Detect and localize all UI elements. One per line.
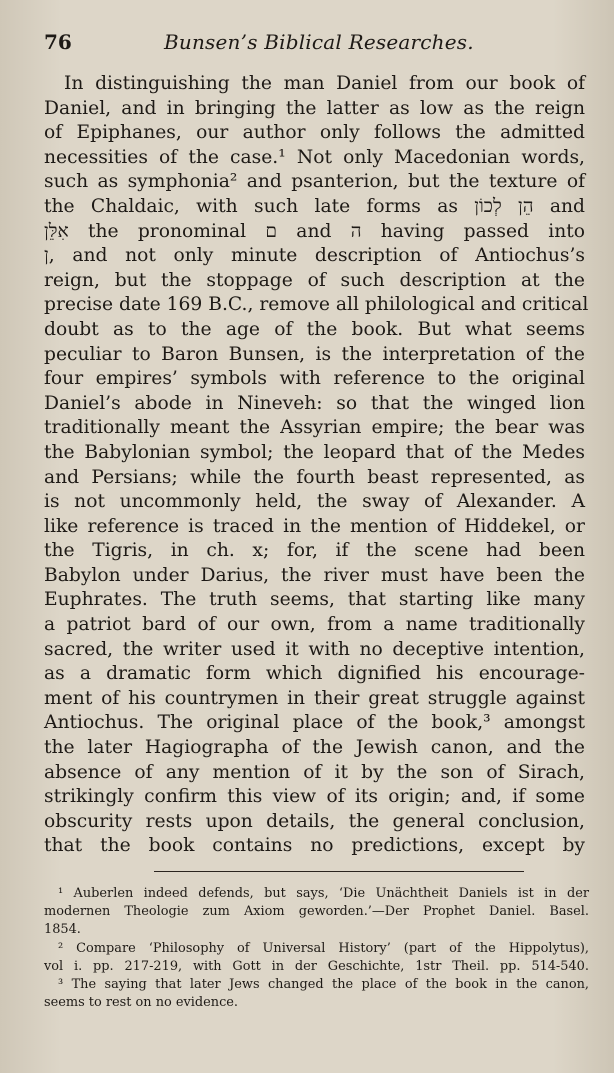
text-line: of Epiphanes, our author only follows the admitted <box>44 122 585 144</box>
text-line: and Persians; while the fourth beast represented, as <box>44 466 585 488</box>
text-line: ן, and not only minute description of Antiochus’s <box>44 245 585 267</box>
footnote-line: ¹ Auberlen indeed defends, but says, ‘Die Unächtheit Daniels ist in der <box>58 886 589 901</box>
text-line: four empires’ symbols with reference to the original <box>44 368 585 390</box>
text-line: a patriot bard of our own, from a name traditionally <box>44 614 585 636</box>
footnote-rule <box>154 871 524 872</box>
text-line: peculiar to Baron Bunsen, is the interpretation of the <box>44 343 585 365</box>
text-line: precise date 169 B.C., remove all philological and critical <box>44 294 589 316</box>
text-line: Daniel’s abode in Nineveh: so that the winged lion <box>44 392 585 414</box>
text-line: traditionally meant the Assyrian empire; the bear was <box>44 417 585 439</box>
text-line: the Babylonian symbol; the leopard that of the Medes <box>44 441 585 463</box>
text-line: Antiochus. The original place of the book,³ amongst <box>44 712 585 734</box>
text-line: doubt as to the age of the book. But what seems <box>44 318 585 340</box>
footnote-line: seems to rest on no evidence. <box>44 995 239 1011</box>
text-line: אִלֵּן the pronominal ם and ה having passed into <box>44 220 585 242</box>
text-line: the later Hagiographa of the Jewish canon, and the <box>44 737 585 759</box>
page-number: 76 <box>44 30 72 54</box>
text-line: the Chaldaic, with such late forms as הֵן לְכוֹן and <box>44 195 585 217</box>
text-line: necessities of the case.¹ Not only Macedonian words, <box>44 146 585 168</box>
text-line: the Tigris, in ch. x; for, if the scene had been <box>44 540 585 562</box>
footnotes <box>44 885 589 1012</box>
text-line: as a dramatic form which dignified his encourage- <box>44 663 585 685</box>
text-line: In distinguishing the man Daniel from our book of <box>64 73 585 94</box>
text-line: strikingly confirm this view of its origin; and, if some <box>44 786 585 808</box>
text-line: obscurity rests upon details, the general conclusion, <box>44 810 585 832</box>
text-line: reign, but the stoppage of such description at the <box>44 269 585 291</box>
text-line: such as symphonia² and psanterion, but the texture of <box>44 171 585 193</box>
text-line: that the book contains no predictions, except by <box>44 835 585 857</box>
text-line: Euphrates. The truth seems, that starting like many <box>44 589 585 611</box>
text-line: like reference is traced in the mention of Hiddekel, or <box>44 515 585 537</box>
footnote-line: 1854. <box>44 922 81 938</box>
text-line: ment of his countrymen in their great struggle against <box>44 687 585 709</box>
text-line: is not uncommonly held, the sway of Alexander. A <box>44 491 585 513</box>
footnote-line: modernen Theologie zum Axiom geworden.’—Der Prophet Daniel. Basel. <box>44 904 589 920</box>
footnote-line: ² Compare ‘Philosophy of Universal History’ (part of the Hippolytus), <box>58 940 589 956</box>
text-line: Babylon under Darius, the river must have been the <box>44 564 585 586</box>
text-line: absence of any mention of it by the son of Sirach, <box>44 761 585 783</box>
footnote-line: ³ The saying that later Jews changed the place of the book in the canon, <box>58 977 589 993</box>
text-line: Daniel, and in bringing the latter as low as the reign <box>44 97 585 119</box>
text-line: sacred, the writer used it with no deceptive intention, <box>44 638 585 660</box>
running-title: Bunsen’s Biblical Researches. <box>164 30 474 54</box>
main-text <box>44 72 589 859</box>
running-head <box>44 28 586 64</box>
footnote-line: vol i. pp. 217-219, with Gott in der Geschichte, 1str Theil. pp. 514-540. <box>44 958 589 974</box>
